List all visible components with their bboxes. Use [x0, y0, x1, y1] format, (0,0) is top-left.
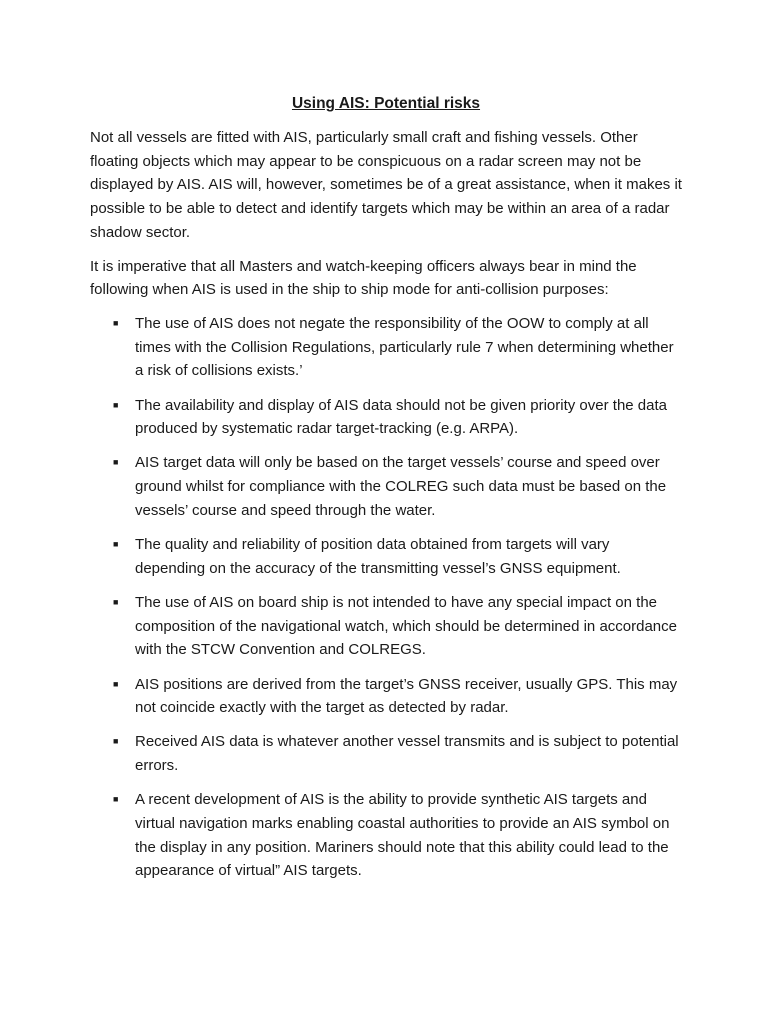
list-item [90, 451, 682, 522]
list-item-text: The availability and display of AIS data should not be given priority over the data produced by systematic radar target-tracking (e.g. ARPA). [135, 396, 667, 438]
list-item-text: Received AIS data is whatever another vessel transmits and is subject to potential errors. [135, 733, 679, 775]
square-bullet-icon: ■ [113, 678, 119, 689]
list-item-text: AIS target data will only be based on the target vessels’ course and speed over ground whilst for compliance with the COLREG such data must be based on the vessels’ course and speed through the water. [135, 454, 667, 519]
square-bullet-icon: ■ [113, 596, 119, 607]
list-item [90, 673, 682, 720]
intro-paragraph: Not all vessels are fitted with AIS, particularly small craft and fishing vessels. Other floating objects which may appear to be conspicuous on a radar screen may not be displayed by AIS. AIS will, however, sometimes be of a great assistance, when it makes it possible to be able to detect and identify targets which may be within an area of a radar shadow sector. [90, 129, 682, 241]
list-item-text: The use of AIS does not negate the responsibility of the OOW to comply at all times with the Collision Regulations, particularly rule 7 when determining whether a risk of collisions exists.’ [135, 314, 674, 380]
list-item [90, 312, 682, 383]
list-item [90, 394, 682, 441]
list-item-text: A recent development of AIS is the ability to provide synthetic AIS targets and virtual navigation marks enabling coastal authorities to provide an AIS symbol on the display in any position. Mariners should note that this ability could lead to the appearance of virtual” AIS targets. [135, 791, 670, 880]
square-bullet-icon: ■ [113, 539, 119, 550]
document-title: Using AIS: Potential risks [291, 95, 481, 112]
list-item [90, 533, 682, 580]
list-item-text: The quality and reliability of position data obtained from targets will vary depending on the accuracy of the transmitting vessel’s GNSS equipment. [135, 536, 621, 577]
list-item [90, 730, 682, 777]
square-bullet-icon: ■ [113, 457, 119, 468]
list-item-text: The use of AIS on board ship is not intended to have any special impact on the composition of the navigational watch, which should be determined in accordance with the STCW Convention and COLREGS. [135, 593, 677, 659]
list-item [90, 591, 682, 662]
square-bullet-icon: ■ [113, 736, 119, 747]
list-item [90, 788, 682, 883]
square-bullet-icon: ■ [113, 399, 119, 410]
square-bullet-icon: ■ [113, 794, 119, 805]
square-bullet-icon: ■ [113, 317, 119, 328]
list-item-text: AIS positions are derived from the target’s GNSS receiver, usually GPS. This may not coincide exactly with the target as detected by radar. [135, 675, 678, 717]
lead-in-paragraph: It is imperative that all Masters and watch-keeping officers always bear in mind the following when AIS is used in the ship to ship mode for anti-collision purposes: [90, 257, 637, 299]
document-body [90, 92, 682, 894]
risk-list [90, 312, 682, 883]
